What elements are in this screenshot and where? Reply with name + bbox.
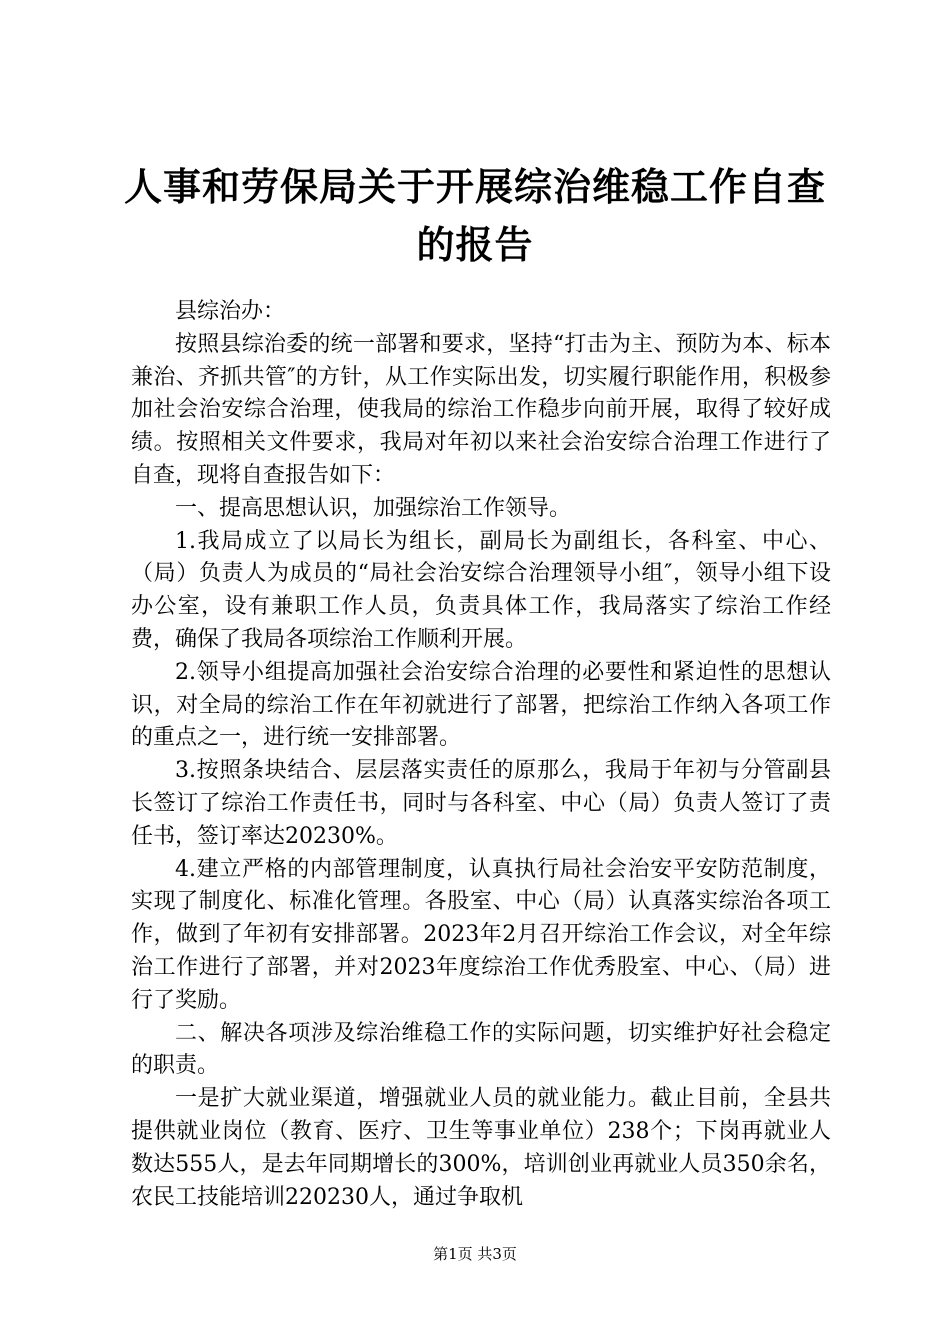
page-footer: 第1页 共3页 [433,1245,517,1263]
salutation: 县综治办： [175,299,286,324]
document-title: 人事和劳保局关于开展综治维稳工作自查的报告 [123,164,826,267]
paragraph-intro: 按照县综治委的统一部署和要求，坚持“打击为主、预防为本、标本兼治、齐抓共管″的方针，从工作实际出发，切实履行职能作用，积极参加社会治安综合治理，使我局的综治工作稳步向前开展，取得了较好成绩。按照相关文件要求，我局对年初以来社会治安综合治理工作进行了自查，现将自查报告如下： [131,331,831,488]
section-heading-2: 二、解决各项涉及综治维稳工作的实际问题，切实维护好社会稳定的职责。 [131,1020,831,1079]
paragraph-item-4: 4.建立严格的内部管理制度，认真执行局社会治安平安防范制度，实现了制度化、标准化管理。各股室、中心（局）认真落实综治各项工作，做到了年初有安排部署。2023年2月召开综治工作会议，对全年综治工作进行了部署，并对2023年度综治工作优秀股室、中心、（局）进行了奖励。 [131,856,831,1013]
section-heading-1: 一、提高思想认识，加强综治工作领导。 [175,495,572,521]
paragraph-item-2: 2.领导小组提高加强社会治安综合治理的必要性和紧迫性的思想认识，对全局的综治工作在年初就进行了部署，把综治工作纳入各项工作的重点之一，进行统一安排部署。 [131,659,831,751]
paragraph-item-1: 1.我局成立了以局长为组长，副局长为副组长，各科室、中心、（局）负责人为成员的“局社会治安综合治理领导小组″，领导小组下设办公室，设有兼职工作人员，负责具体工作，我局落实了综治工作经费，确保了我局各项综治工作顺利开展。 [131,528,831,652]
document-body [131,296,831,1214]
paragraph-employment: 一是扩大就业渠道，增强就业人员的就业能力。截止目前，全县共提供就业岗位（教育、医疗、卫生等事业单位）238个；下岗再就业人数达555人，是去年同期增长的300%，培训创业再就业人员350余名，农民工技能培训220230人，通过争取机 [131,1086,831,1210]
paragraph-item-3: 3.按照条块结合、层层落实责任的原那么，我局于年初与分管副县长签订了综治工作责任书，同时与各科室、中心（局）负责人签订了责任书，签订率达20230%。 [131,758,831,849]
